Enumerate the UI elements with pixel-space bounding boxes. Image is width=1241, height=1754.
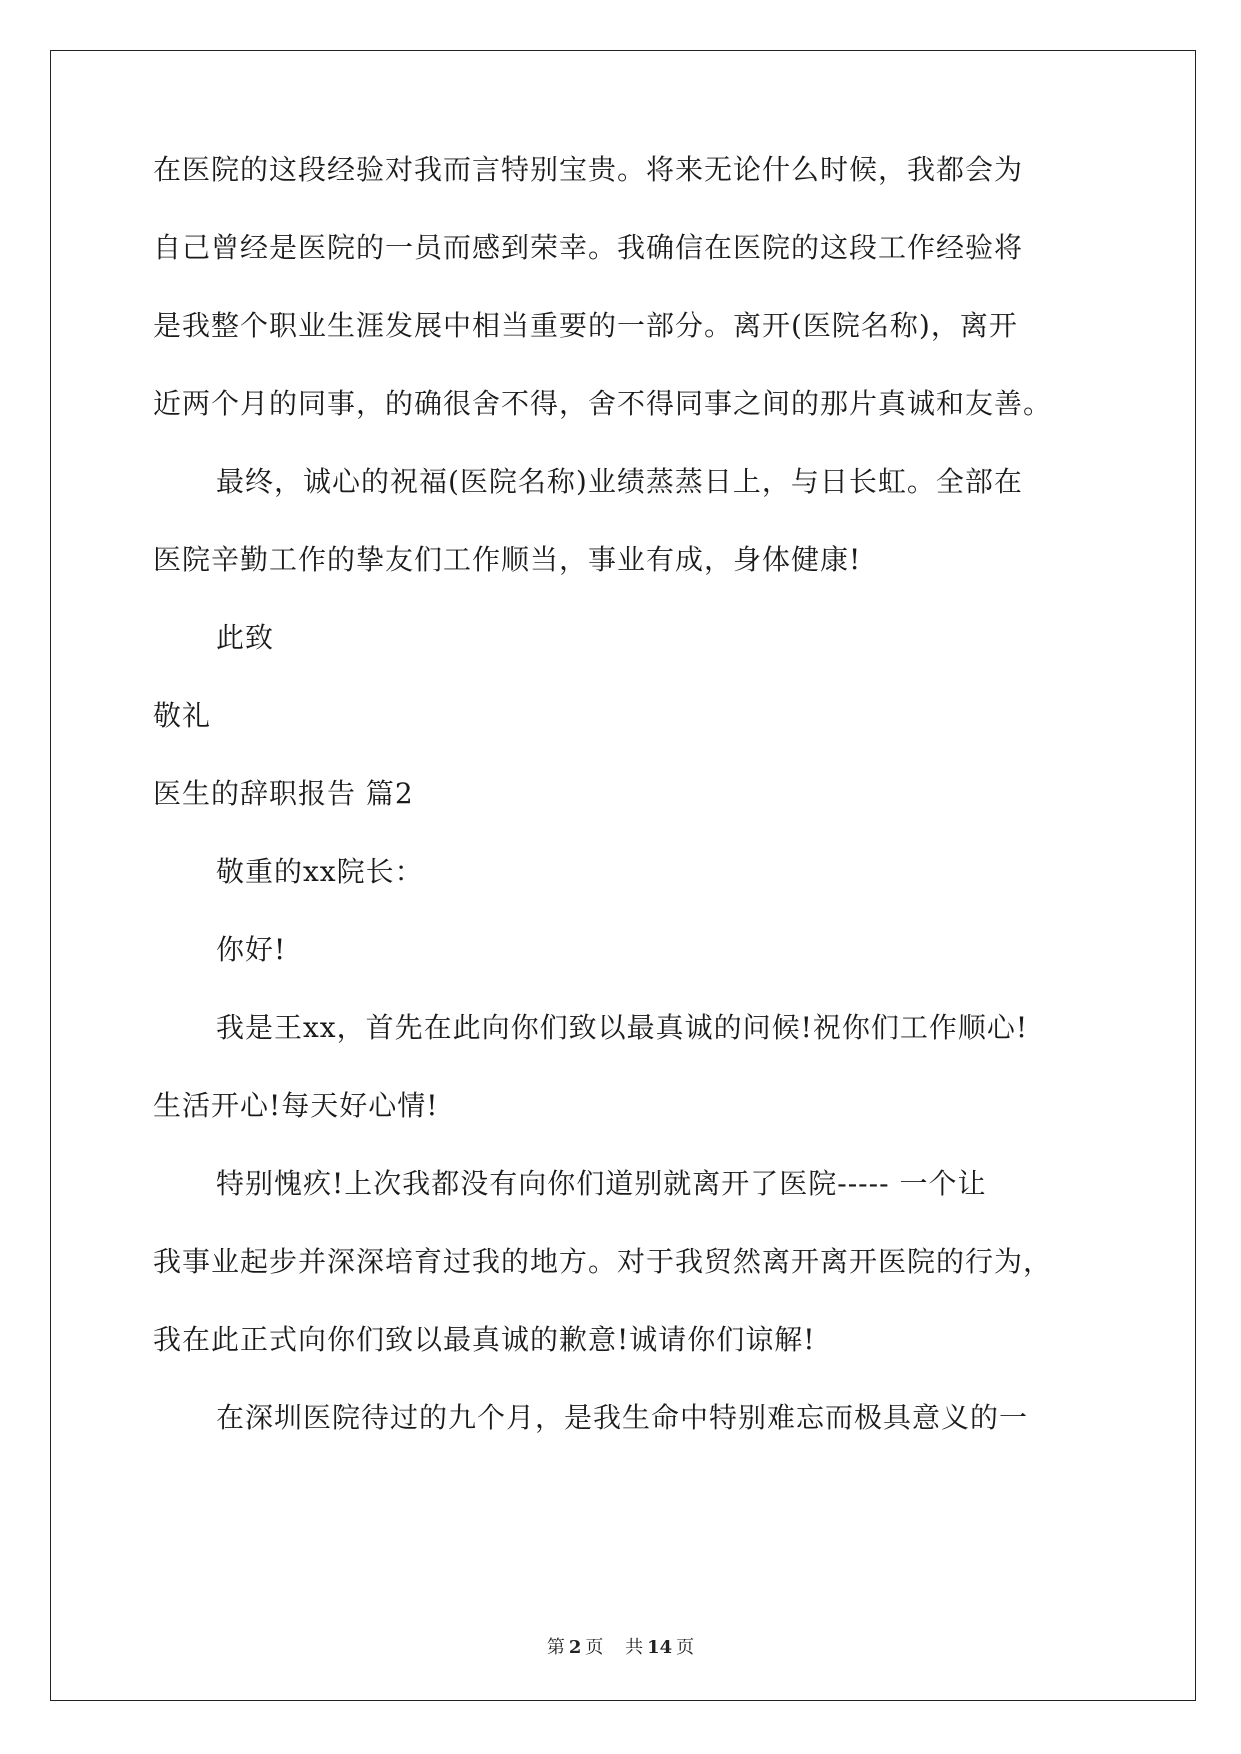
paragraph-line: 生活开心!每天好心情! xyxy=(153,1089,439,1122)
paragraph-line: 我事业起步并深深培育过我的地方。对于我贸然离开离开医院的行为， xyxy=(153,1245,1053,1278)
paragraph-line: 我在此正式向你们致以最真诚的歉意!诚请你们谅解! xyxy=(153,1323,816,1356)
paragraph-line: 我是王xx，首先在此向你们致以最真诚的问候!祝你们工作顺心! xyxy=(216,1011,1029,1044)
paragraph-line: 是我整个职业生涯发展中相当重要的一部分。离开(医院名称)，离开 xyxy=(153,309,1018,342)
page-suffix: 页 xyxy=(585,1637,604,1658)
paragraph-line: 在医院的这段经验对我而言特别宝贵。将来无论什么时候，我都会为 xyxy=(153,153,1024,186)
total-pages: 14 xyxy=(647,1637,673,1658)
letter-hello: 你好! xyxy=(216,933,287,966)
total-indicator xyxy=(621,1637,698,1658)
paragraph-line: 自己曾经是医院的一员而感到荣幸。我确信在医院的这段工作经验将 xyxy=(153,231,1024,264)
paragraph-line: 医院辛勤工作的挚友们工作顺当，事业有成，身体健康! xyxy=(153,543,862,576)
total-suffix: 页 xyxy=(676,1637,695,1658)
page-prefix: 第 xyxy=(546,1637,565,1658)
section-heading: 医生的辞职报告 篇2 xyxy=(153,777,414,810)
total-prefix: 共 xyxy=(625,1637,644,1658)
paragraph-line: 特别愧疚!上次我都没有向你们道别就离开了医院----- 一个让 xyxy=(216,1167,987,1200)
paragraph-line: 在深圳医院待过的九个月，是我生命中特别难忘而极具意义的一 xyxy=(216,1401,1029,1434)
closing-regards: 敬礼 xyxy=(153,699,212,732)
page-number: 2 xyxy=(568,1637,582,1658)
paragraph-line: 近两个月的同事，的确很舍不得，舍不得同事之间的那片真诚和友善。 xyxy=(153,387,1053,420)
page-indicator xyxy=(543,1637,608,1658)
closing-salutation: 此致 xyxy=(216,621,275,654)
page-footer xyxy=(0,1636,1241,1660)
paragraph-line: 最终，诚心的祝福(医院名称)业绩蒸蒸日上，与日长虹。全部在 xyxy=(216,465,1023,498)
letter-greeting: 敬重的xx院长： xyxy=(216,855,424,888)
